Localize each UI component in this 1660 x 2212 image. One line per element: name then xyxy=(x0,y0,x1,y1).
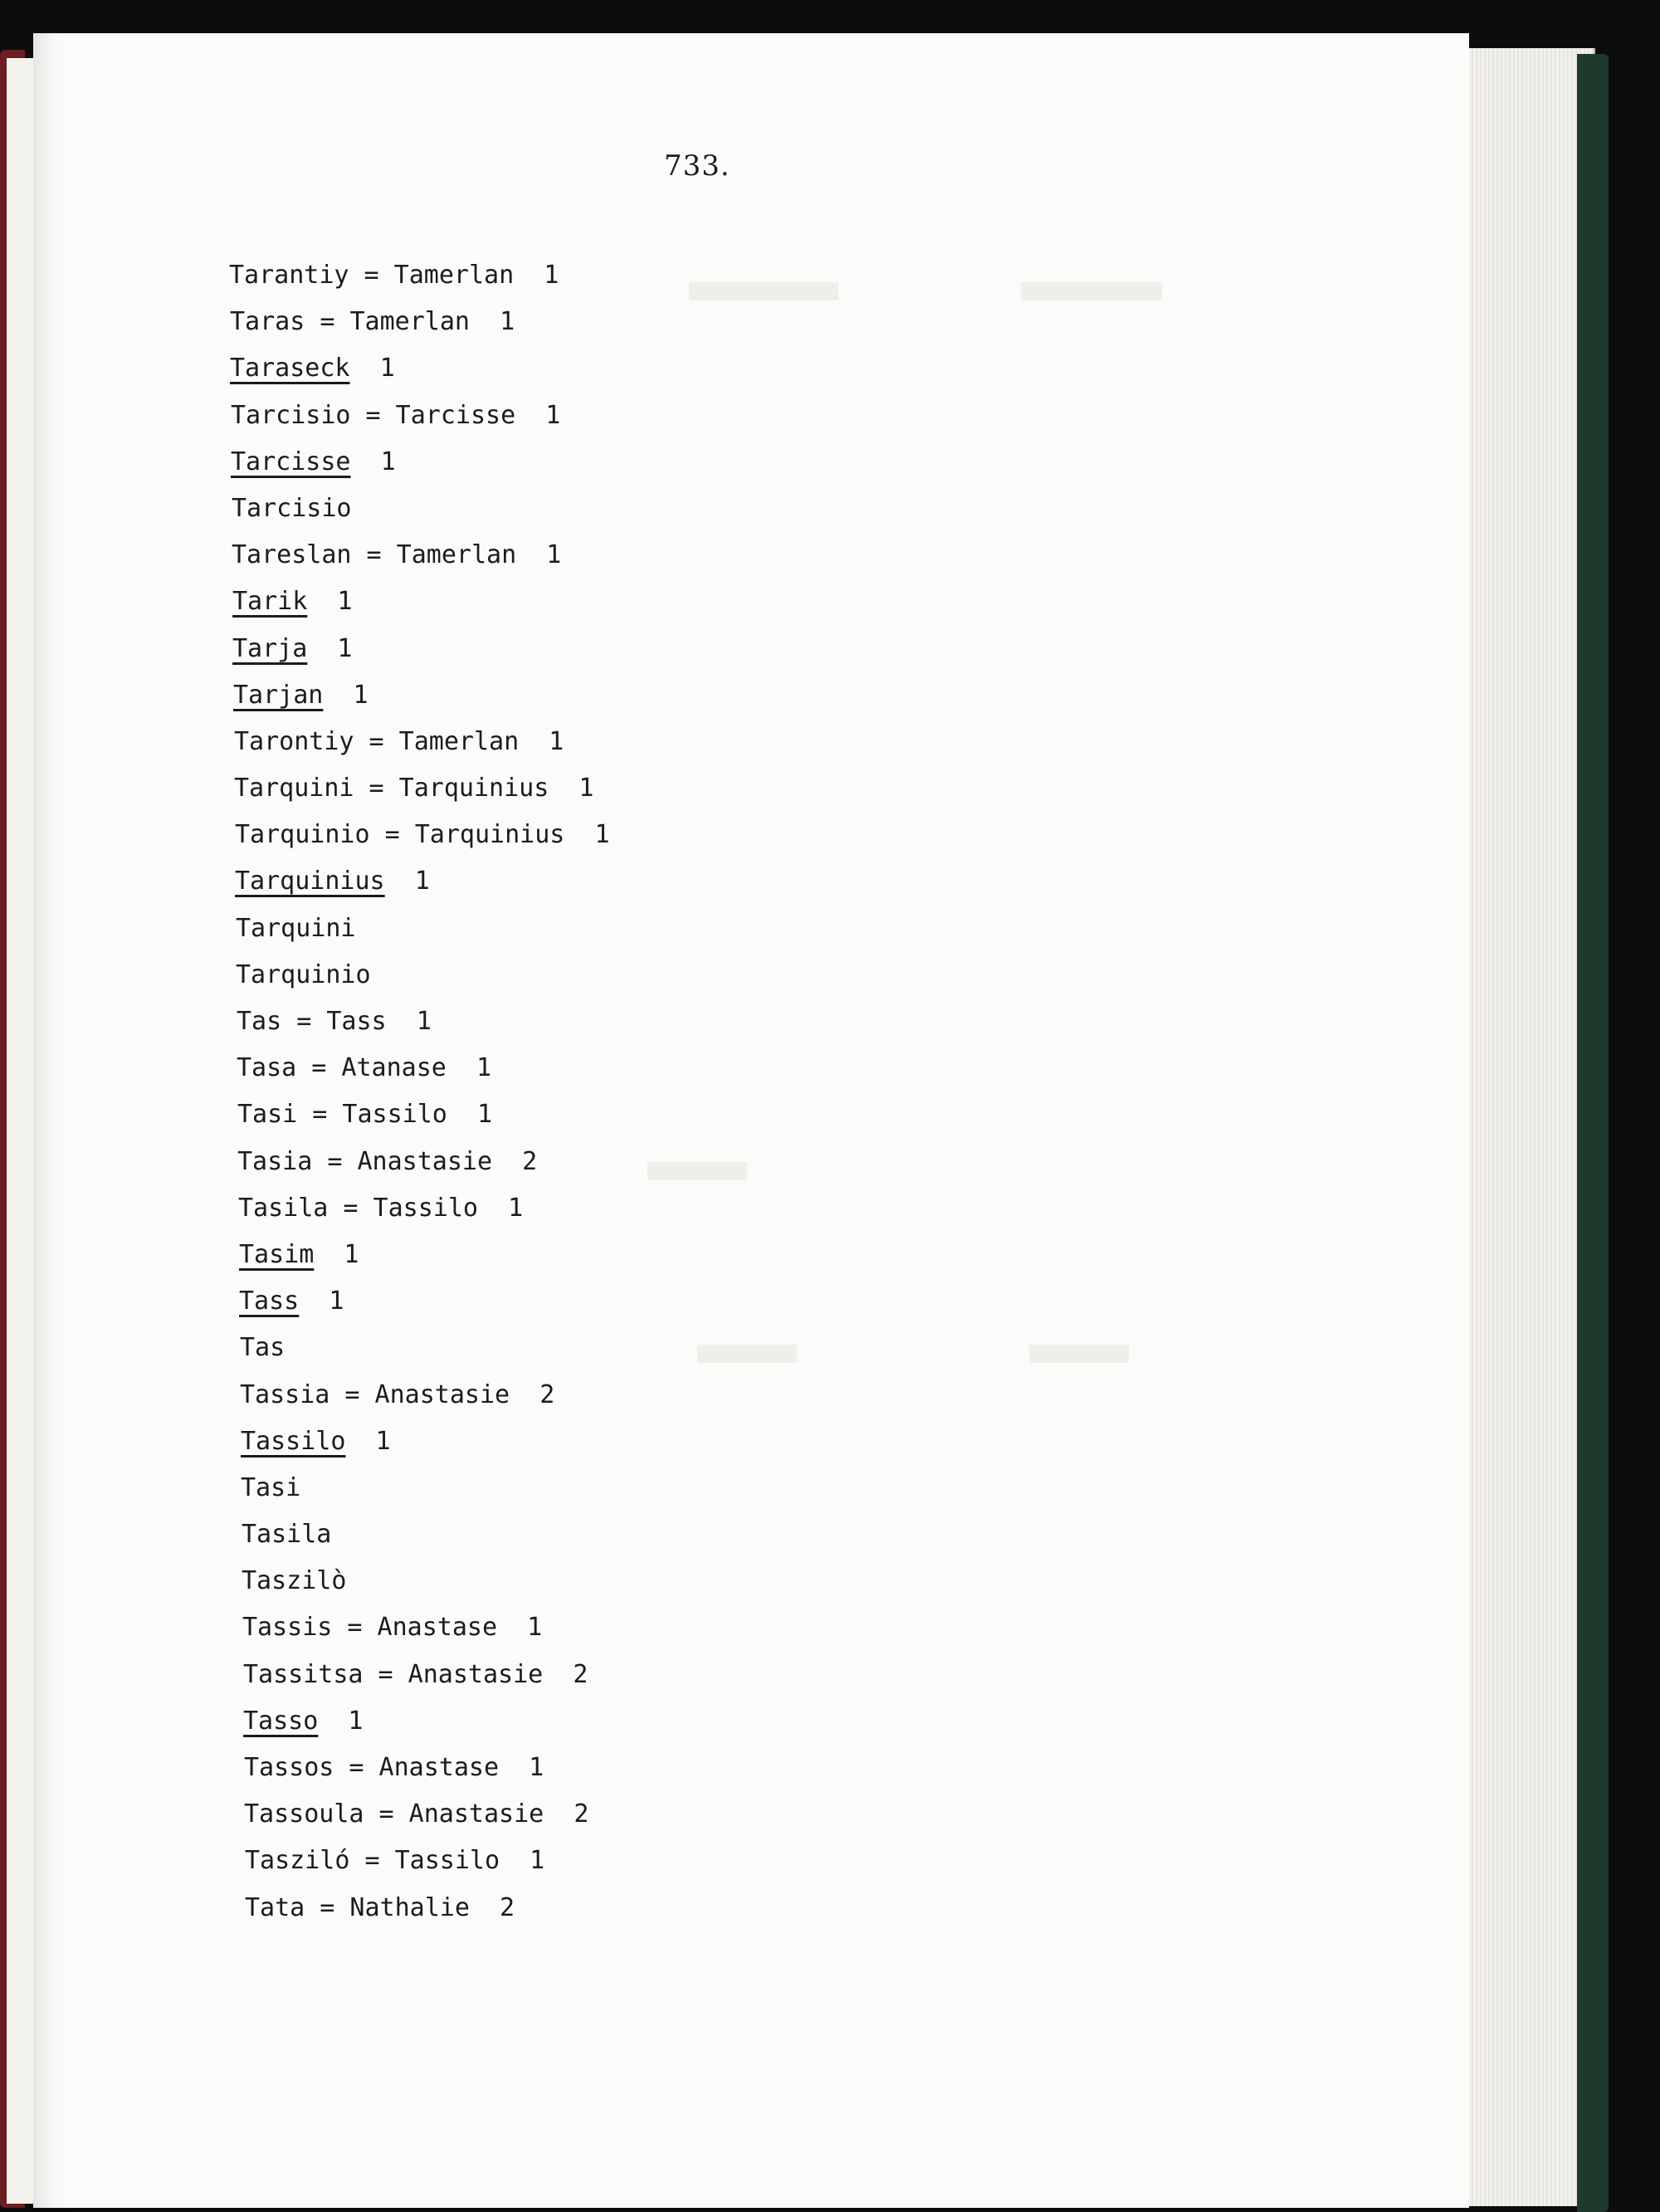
entry-reference: = Anastasie xyxy=(330,1379,510,1409)
index-entry xyxy=(237,1098,610,1145)
entry-name: Tassitsa xyxy=(243,1659,364,1689)
entry-count: 1 xyxy=(519,726,564,756)
show-through xyxy=(689,282,838,300)
entry-name: Tasziló xyxy=(245,1846,350,1876)
entry-count: 1 xyxy=(318,1706,364,1736)
entry-name: Tarantiy xyxy=(229,261,349,290)
index-entry xyxy=(235,865,610,911)
entry-count: 1 xyxy=(350,447,396,476)
entry-reference: = Anastase xyxy=(332,1613,498,1643)
index-entry xyxy=(242,1611,610,1658)
entry-reference: = Anastase xyxy=(334,1753,500,1782)
entry-headword: Tarja xyxy=(232,633,308,663)
index-entry xyxy=(239,1238,610,1285)
index-entry xyxy=(236,959,610,1005)
entry-reference: = Tamerlan xyxy=(354,726,520,756)
entry-reference: = Tarquinius xyxy=(354,774,549,803)
entry-reference: = Anastasie xyxy=(364,1799,544,1829)
index-entry xyxy=(233,679,610,725)
index-entry xyxy=(244,1798,610,1844)
entry-name: Taszilò xyxy=(242,1566,347,1596)
page-number: 733. xyxy=(664,149,730,183)
entry-headword: Tarcisse xyxy=(231,447,351,476)
entry-count: 1 xyxy=(307,633,353,663)
entry-count: 1 xyxy=(349,354,395,383)
entry-name: Tassos xyxy=(244,1753,334,1782)
index-entry xyxy=(232,585,610,632)
entry-reference: = Tassilo xyxy=(297,1100,447,1130)
entry-name: Tasia xyxy=(237,1146,313,1176)
entry-headword: Tassilo xyxy=(241,1426,346,1456)
entry-name: Tarquinio xyxy=(236,960,371,989)
entry-reference: = Tamerlan xyxy=(305,307,470,337)
entry-reference: = Tamerlan xyxy=(351,540,517,570)
entry-name: Tareslan xyxy=(232,540,352,570)
entry-name: Tata xyxy=(245,1892,305,1922)
entry-name: Tas xyxy=(240,1333,286,1363)
index-entry xyxy=(234,772,610,818)
entry-name: Tasi xyxy=(241,1472,301,1502)
entry-count: 1 xyxy=(497,1613,543,1643)
index-entry xyxy=(241,1472,610,1518)
entry-count: 2 xyxy=(544,1799,589,1829)
index-entry xyxy=(232,632,610,679)
entry-reference: = Tassilo xyxy=(349,1846,500,1876)
index-entry xyxy=(239,1285,610,1331)
index-entry xyxy=(237,1145,610,1192)
index-entry xyxy=(240,1331,610,1378)
entry-count: 1 xyxy=(549,774,594,803)
entry-reference: = Tamerlan xyxy=(349,261,515,290)
entry-count: 1 xyxy=(384,867,430,896)
entry-count: 1 xyxy=(515,400,561,430)
entry-count: 1 xyxy=(345,1426,391,1456)
entry-reference: = Nathalie xyxy=(305,1892,470,1922)
entry-headword: Tarik xyxy=(232,587,308,617)
entry-count: 1 xyxy=(564,820,610,850)
right-page-stack xyxy=(1461,48,1595,2206)
entry-count: 1 xyxy=(447,1100,493,1130)
entry-count: 1 xyxy=(499,1753,544,1782)
entry-count: 1 xyxy=(514,261,559,290)
entry-name: Tarquinio xyxy=(235,820,370,850)
entry-reference: = Tassilo xyxy=(328,1193,478,1223)
entry-name: Tassoula xyxy=(244,1799,364,1829)
entry-headword: Tarjan xyxy=(233,680,324,710)
index-entry xyxy=(231,446,610,492)
show-through xyxy=(697,1345,797,1363)
entry-count: 1 xyxy=(516,540,562,570)
page xyxy=(33,33,1469,2208)
index-entry xyxy=(236,912,610,959)
entry-name: Tarquini xyxy=(234,774,354,803)
entry-reference: = Atanase xyxy=(296,1053,447,1083)
entry-count: 2 xyxy=(492,1146,538,1176)
index-entry xyxy=(229,259,610,305)
index-entry xyxy=(245,1892,610,1938)
entry-count: 1 xyxy=(500,1846,545,1876)
index-entry xyxy=(242,1565,610,1611)
name-index-list xyxy=(229,259,610,1938)
index-entry xyxy=(235,818,610,865)
index-entry xyxy=(244,1751,610,1798)
entry-reference: = Tarcisse xyxy=(350,400,516,430)
index-entry xyxy=(232,539,610,585)
index-entry xyxy=(243,1658,610,1705)
entry-reference: = Anastasie xyxy=(312,1146,493,1176)
entry-reference: = Anastasie xyxy=(363,1659,544,1689)
entry-count: 1 xyxy=(386,1007,432,1036)
entry-name: Tarcisio xyxy=(232,493,352,523)
entry-count: 1 xyxy=(478,1193,524,1223)
entry-reference: = Tass xyxy=(281,1007,387,1036)
open-book xyxy=(0,33,1602,2195)
index-entry xyxy=(230,305,610,352)
entry-name: Tasi xyxy=(237,1100,298,1130)
index-entry xyxy=(230,352,610,398)
entry-count: 2 xyxy=(510,1379,555,1409)
index-entry xyxy=(238,1192,610,1238)
index-entry xyxy=(237,1052,610,1098)
entry-headword: Tass xyxy=(239,1287,300,1316)
entry-headword: Tarquinius xyxy=(235,867,385,896)
entry-name: Tarquini xyxy=(236,913,356,943)
right-cover xyxy=(1577,54,1609,2212)
index-entry xyxy=(240,1379,610,1425)
index-entry xyxy=(231,399,610,446)
entry-name: Tas xyxy=(237,1007,282,1036)
show-through xyxy=(647,1162,747,1180)
index-entry xyxy=(245,1844,610,1891)
show-through xyxy=(1029,1345,1129,1363)
entry-name: Tassia xyxy=(240,1379,330,1409)
index-entry xyxy=(237,1005,610,1052)
entry-count: 1 xyxy=(307,587,353,617)
entry-name: Tarontiy xyxy=(234,726,354,756)
entry-name: Taras xyxy=(230,307,305,337)
entry-name: Tasila xyxy=(238,1193,329,1223)
entry-name: Tasila xyxy=(242,1520,332,1550)
entry-count: 1 xyxy=(323,680,369,710)
entry-count: 1 xyxy=(314,1239,359,1269)
index-entry xyxy=(234,725,610,772)
entry-name: Tassis xyxy=(242,1613,333,1643)
entry-count: 1 xyxy=(299,1287,344,1316)
index-entry xyxy=(242,1518,610,1565)
show-through xyxy=(1021,282,1162,300)
entry-count: 1 xyxy=(470,307,515,337)
entry-headword: Tasso xyxy=(243,1706,319,1736)
entry-reference: = Tarquinius xyxy=(369,820,565,850)
entry-headword: Taraseck xyxy=(230,354,350,383)
entry-count: 2 xyxy=(543,1659,588,1689)
entry-count: 2 xyxy=(469,1892,515,1922)
entry-name: Tarcisio xyxy=(231,400,351,430)
index-entry xyxy=(232,492,610,539)
entry-count: 1 xyxy=(446,1053,492,1083)
index-entry xyxy=(243,1705,610,1751)
entry-name: Tasa xyxy=(237,1053,297,1083)
entry-headword: Tasim xyxy=(239,1239,315,1269)
index-entry xyxy=(241,1425,610,1472)
